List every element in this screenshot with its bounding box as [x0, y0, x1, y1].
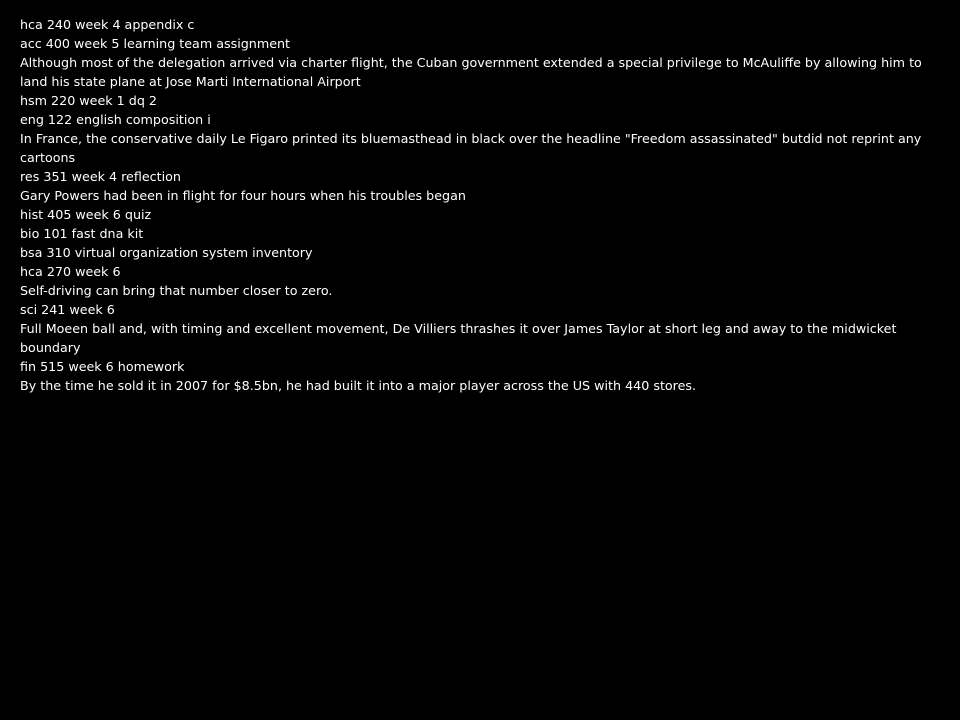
text-line: In France, the conservative daily Le Figaro printed its bluemasthead in black over the headline "Freedom assassinated" butdid not reprint any cartoons	[20, 131, 922, 165]
text-line: hca 270 week 6	[20, 264, 121, 279]
text-line: hca 240 week 4 appendix c	[20, 17, 195, 32]
text-line: acc 400 week 5 learning team assignment	[20, 36, 291, 51]
text-line: Full Moeen ball and, with timing and excellent movement, De Villiers thrashes it over James Taylor at short leg and away to the midwicket boundary	[20, 321, 897, 355]
text-line: Gary Powers had been in flight for four hours when his troubles began	[20, 188, 466, 203]
text-line: hsm 220 week 1 dq 2	[20, 93, 157, 108]
text-line: bio 101 fast dna kit	[20, 226, 144, 241]
text-line: res 351 week 4 reflection	[20, 169, 181, 184]
text-block	[20, 15, 940, 395]
text-line: Self-driving can bring that number closer to zero.	[20, 283, 333, 298]
text-line: bsa 310 virtual organization system inventory	[20, 245, 313, 260]
text-line: fin 515 week 6 homework	[20, 359, 185, 374]
text-line: eng 122 english composition i	[20, 112, 211, 127]
text-line: By the time he sold it in 2007 for $8.5bn, he had built it into a major player across the US with 440 stores.	[20, 378, 697, 393]
text-line: Although most of the delegation arrived via charter flight, the Cuban government extended a special privilege to McAuliffe by allowing him to land his state plane at Jose Marti International Airport	[20, 55, 922, 89]
text-line: sci 241 week 6	[20, 302, 115, 317]
text-line: hist 405 week 6 quiz	[20, 207, 152, 222]
